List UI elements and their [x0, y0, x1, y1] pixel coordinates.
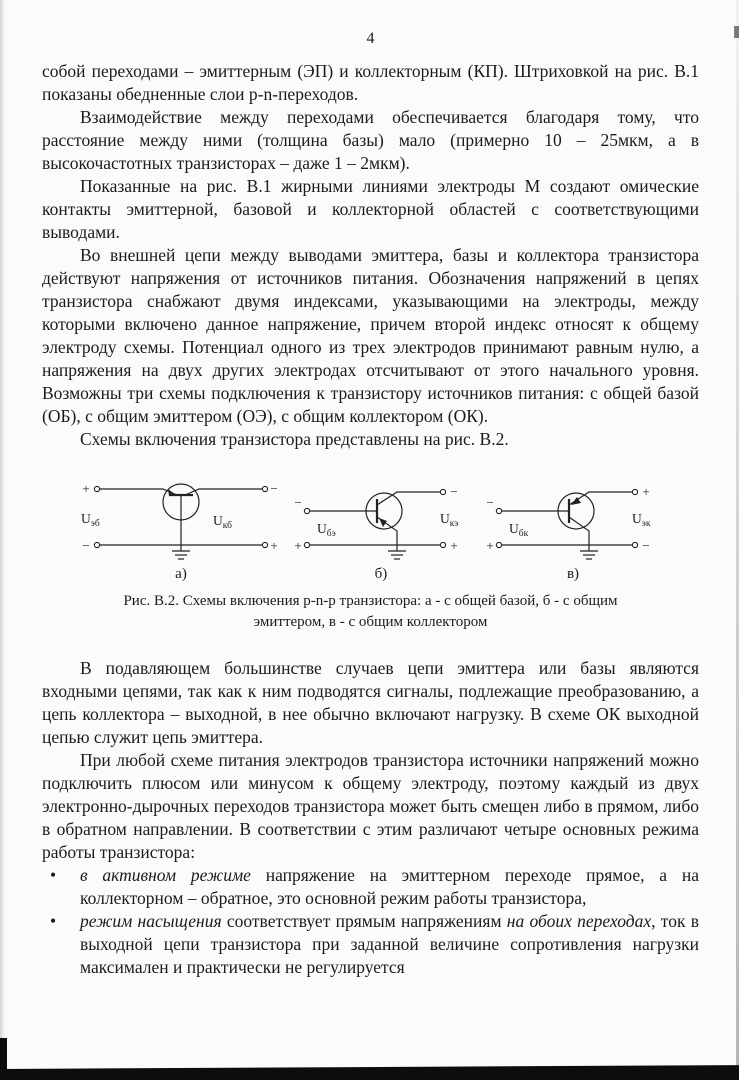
terminal-icon — [94, 542, 99, 547]
polarity-sign: + — [449, 538, 458, 553]
ground-icon — [580, 545, 598, 559]
paragraph-4: Во внешней цепи между выводами эмиттера, базы и коллектора транзистора действуют напряжения от источников питания. Обозначения напряжений в цепях транзистора снабжают двумя индексами, указывающими на электроды, между которыми включено данное напряжение, причем второй индекс относят к общему электроду схемы. Потенциал одного из трех электродов принимают равным нулю, а напряжения на двух других электродах отсчитывают от этого начального уровня. Возможны три схемы подключения к транзистору источников питания: с общей базой (ОБ), с общим эмиттером (ОЭ), с общим коллектором (ОК). — [42, 245, 699, 426]
voltage-label-uke: $U_{кэ}$ — [439, 511, 458, 529]
ground-icon — [388, 545, 406, 559]
terminal-icon — [304, 542, 309, 547]
scan-artifact-mark — [734, 26, 739, 38]
paragraph-5: Схемы включения транзистора представлены на рис. В.2. — [80, 429, 509, 449]
polarity-sign: − — [485, 495, 494, 510]
polarity-sign: − — [293, 495, 302, 510]
voltage-label-ukb: $U_{кб}$ — [212, 513, 232, 531]
emitter-arrow-icon — [379, 518, 387, 527]
bullet-item-active-mode — [42, 864, 699, 910]
voltage-label-ubk: $U_{бк}$ — [508, 521, 528, 539]
polarity-sign: + — [641, 484, 650, 499]
bullet-marker: • — [50, 865, 57, 885]
circuit-diagrams-row — [42, 465, 699, 583]
emitter-arrow-icon — [168, 489, 176, 496]
bullet-text: режим насыщения соответствует прямым напряжениям на обоих переходах, ток в выходной цепи транзистора при заданной величине сопротивления нагрузки максимален и практически не регулируется — [80, 911, 700, 977]
terminal-icon — [632, 489, 637, 494]
collector-lead — [377, 492, 443, 505]
figure-transistor-connection-schemes — [42, 465, 699, 633]
terminal-icon — [632, 542, 637, 547]
polarity-sign: − — [641, 538, 650, 553]
terminal-icon — [262, 486, 267, 491]
circuit-letter-label: а) — [174, 566, 187, 582]
voltage-label-ube: $U_{бэ}$ — [316, 521, 336, 539]
polarity-sign: − — [81, 538, 90, 553]
ground-icon — [172, 545, 190, 559]
paragraph-7: При любой схеме питания электродов транзистора источники напряжений можно подключить плюсом или минусом к общему электроду, поэтому каждый из двух электронно-дырочных переходов транзистора может быть смещен либо в прямом, либо в обратном направлении. В соответствии с этим различают четыре основных режима работы транзистора: — [42, 750, 699, 862]
terminal-icon — [440, 489, 445, 494]
emphasized-term: в активном режиме — [80, 865, 251, 885]
emphasized-term: режим насыщения — [80, 911, 222, 931]
polarity-sign: − — [269, 481, 278, 496]
terminal-icon — [440, 542, 445, 547]
bullet-item-saturation-mode — [42, 910, 699, 979]
paragraph-6: В подавляющем большинстве случаев цепи эмиттера или базы являются входными цепями, так как к ним подводятся сигналы, подлежащие преобразованию, а цепь коллектора – выходной, в нее обычно включают нагрузку. В схеме ОК выходной цепью служит цепь эмиттера. — [42, 658, 699, 747]
polarity-sign: + — [269, 538, 278, 553]
collector-lead — [569, 517, 589, 545]
terminal-icon — [304, 508, 309, 513]
terminal-icon — [262, 542, 267, 547]
page-number: 4 — [366, 30, 375, 47]
emitter-lead — [377, 517, 397, 545]
polarity-sign: + — [81, 481, 90, 496]
polarity-sign: − — [449, 484, 458, 499]
terminal-icon — [496, 542, 501, 547]
emphasized-term: на обоих переходах, — [506, 911, 656, 931]
voltage-label-uek: $U_{эк}$ — [631, 511, 650, 529]
scan-edge-bottom — [0, 1065, 739, 1080]
figure-caption: Рис. В.2. Схемы включения p-n-p транзистора: а - с общей базой, б - с общим эмиттером, в - с общим коллектором — [123, 593, 618, 630]
circuit-diagram-common-emitter — [293, 465, 471, 583]
polarity-sign: + — [485, 538, 494, 553]
bullet-marker: • — [50, 911, 57, 931]
circuit-diagram-common-base — [79, 465, 279, 583]
paragraph-1: собой переходами – эмиттерным (ЭП) и коллекторным (КП). Штриховкой на рис. В.1 показаны обедненные слои p-n-переходов. — [42, 61, 699, 104]
terminal-icon — [496, 508, 501, 513]
voltage-label-ueb: $U_{эб}$ — [80, 511, 100, 529]
circuit-letter-label: б) — [374, 566, 387, 582]
circuit-diagram-common-collector — [485, 465, 663, 583]
terminal-icon — [94, 486, 99, 491]
polarity-sign: + — [293, 538, 302, 553]
bullet-text: в активном режиме напряжение на эмиттерном переходе прямое, а на коллекторном – обратное, это основной режим работы транзистора, — [80, 865, 699, 908]
scan-edge-shadow-left — [0, 0, 5, 1080]
paragraph-2: Взаимодействие между переходами обеспечивается благодаря тому, что расстояние между ними (толщина базы) мало (примерно 10 – 25мкм, а в высокочастотных транзисторах – даже 1 – 2мкм). — [42, 107, 699, 173]
paragraph-3: Показанные на рис. В.1 жирными линиями электроды М создают омические контакты эмиттерной, базовой и коллекторной областей с соответствующими выводами. — [42, 176, 699, 242]
circuit-letter-label: в) — [566, 566, 579, 582]
